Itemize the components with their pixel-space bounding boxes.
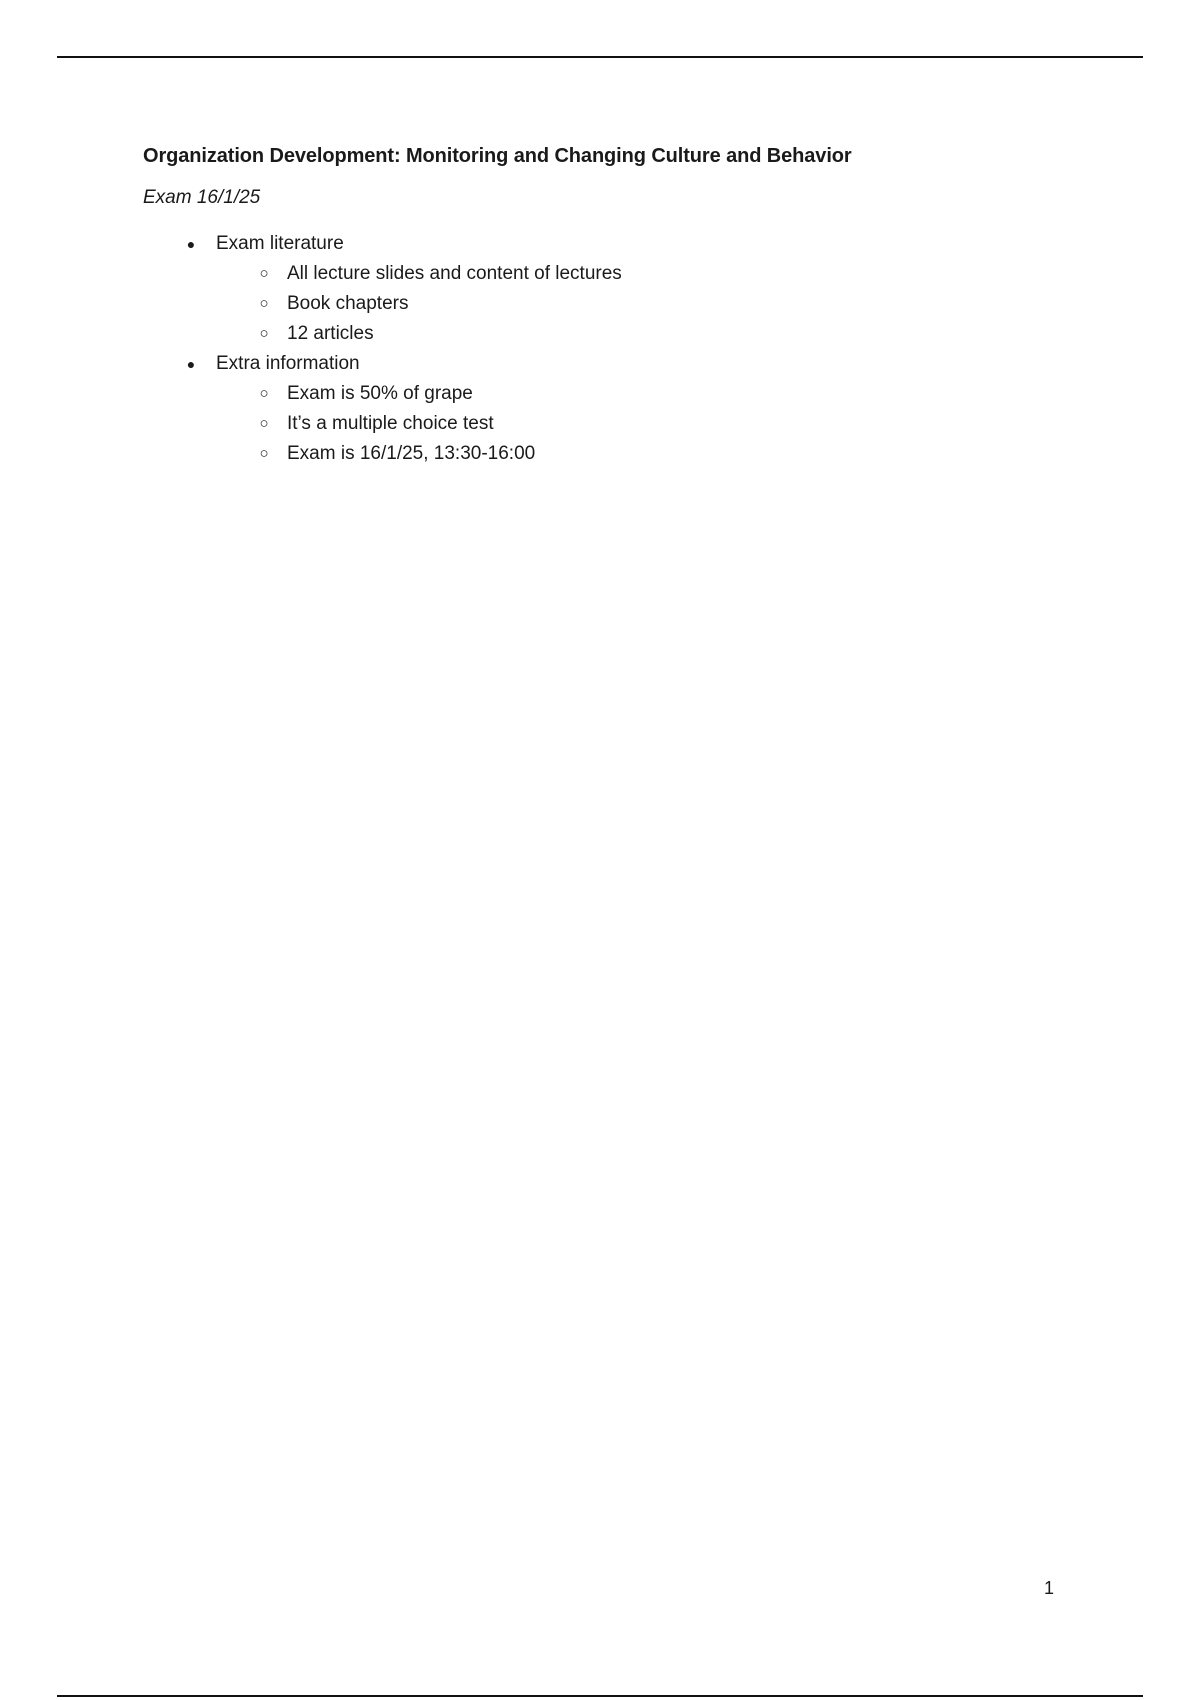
list-item	[215, 319, 1123, 349]
header-rule	[57, 56, 1143, 58]
sub-bullet-list	[216, 379, 1123, 469]
hollow-bullet-icon: ○	[259, 415, 269, 432]
document-subtitle: Exam 16/1/25	[143, 187, 261, 208]
main-bullet-list	[143, 229, 1123, 469]
hollow-bullet-icon: ○	[259, 445, 269, 462]
list-item-text: It’s a multiple choice test	[287, 413, 494, 434]
hollow-bullet-icon: ○	[259, 265, 269, 282]
document-title: Organization Development: Monitoring and Changing Culture and Behavior	[143, 145, 852, 167]
document-body	[143, 142, 1123, 469]
list-item-text: Book chapters	[287, 293, 409, 314]
list-item	[143, 229, 1123, 349]
list-item	[215, 409, 1123, 439]
list-item-text: 12 articles	[287, 323, 374, 344]
list-item	[215, 379, 1123, 409]
hollow-bullet-icon: ○	[259, 385, 269, 402]
filled-bullet-icon: ●	[186, 236, 196, 252]
hollow-bullet-icon: ○	[259, 325, 269, 342]
sub-bullet-list	[216, 259, 1123, 349]
list-item	[215, 259, 1123, 289]
hollow-bullet-icon: ○	[259, 295, 269, 312]
section-label: Exam literature	[216, 233, 344, 254]
section-label: Extra information	[216, 353, 360, 374]
footer-rule	[57, 1695, 1143, 1697]
list-item	[143, 349, 1123, 469]
list-item-text: All lecture slides and content of lectures	[287, 263, 622, 284]
list-item	[215, 289, 1123, 319]
filled-bullet-icon: ●	[186, 356, 196, 372]
page-number: 1	[1044, 1578, 1055, 1598]
list-item-text: Exam is 50% of grape	[287, 383, 473, 404]
list-item	[215, 439, 1123, 469]
list-item-text: Exam is 16/1/25, 13:30-16:00	[287, 443, 536, 464]
